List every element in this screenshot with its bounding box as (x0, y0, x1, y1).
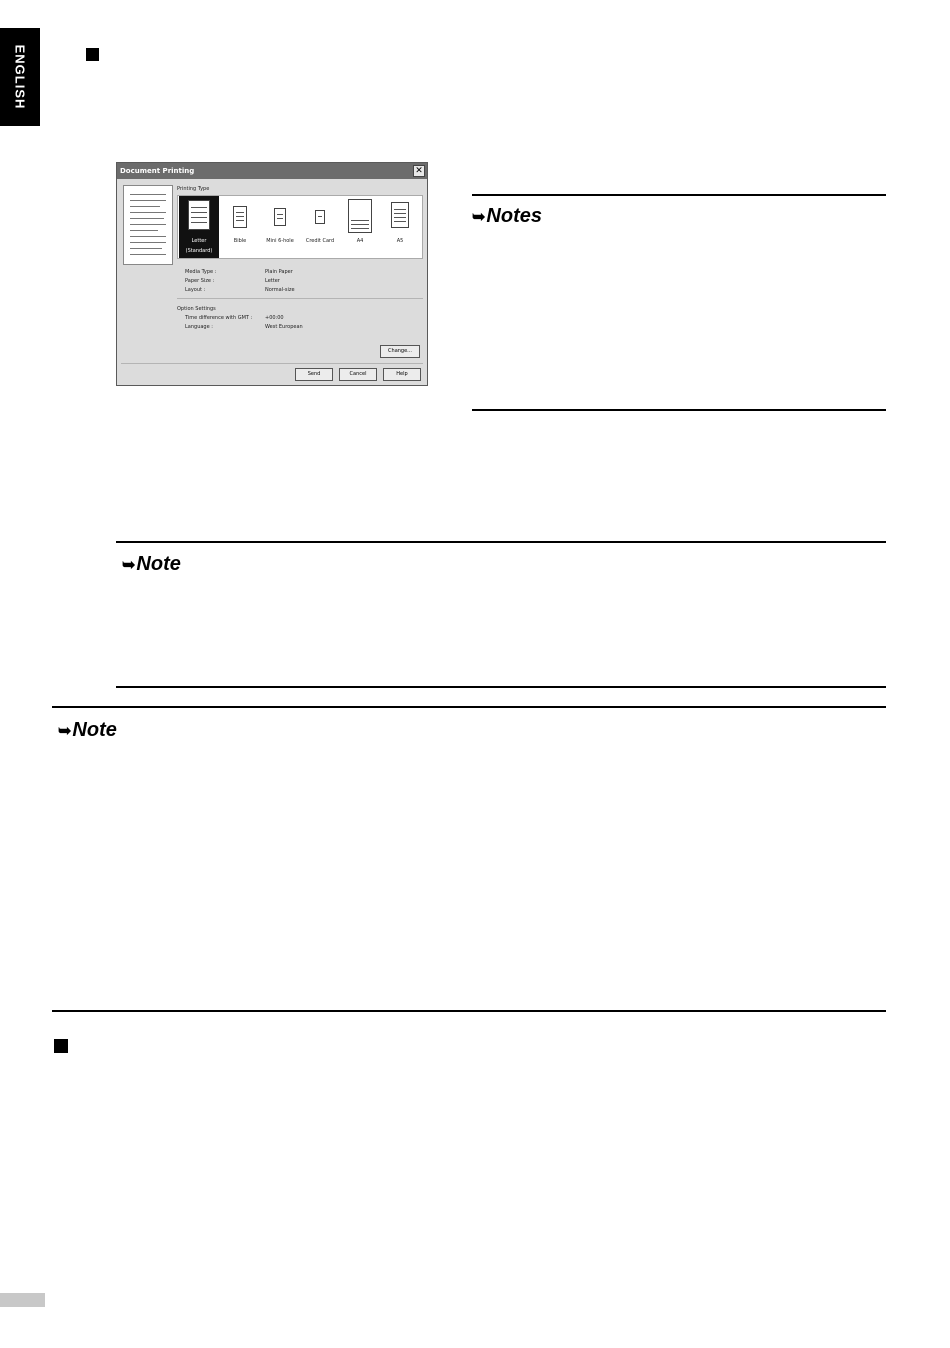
paper-size-label: Paper Size : (185, 278, 215, 284)
language-value: West European (265, 324, 303, 330)
page-preview (123, 185, 173, 265)
arrow-icon: ➥ (472, 209, 486, 226)
note-top-rule (52, 706, 886, 708)
option-settings-label: Option Settings (177, 306, 216, 312)
arrow-icon: ➥ (122, 557, 136, 574)
printing-type-label: Printing Type (177, 186, 210, 192)
paper-size-value: Letter (265, 278, 280, 284)
media-type-label: Media Type : (185, 269, 217, 275)
help-button[interactable]: Help (383, 368, 421, 381)
close-icon[interactable]: ✕ (413, 165, 425, 177)
document-icon (315, 210, 325, 224)
note-bottom-rule (52, 1010, 886, 1012)
printing-type-credit-card[interactable]: Credit Card (300, 196, 340, 258)
notes-heading: ➥Notes (472, 205, 542, 227)
language-tab (0, 28, 40, 126)
document-icon (188, 200, 210, 230)
change-button[interactable]: Change... (380, 345, 420, 358)
note-heading: ➥Note (58, 719, 117, 741)
printing-type-a4[interactable]: A4 (340, 196, 380, 258)
send-button[interactable]: Send (295, 368, 333, 381)
page-number-tab (0, 1293, 45, 1307)
document-icon (274, 208, 286, 226)
time-diff-value: +00:00 (265, 315, 284, 321)
note-bottom-rule (116, 686, 886, 688)
printing-type-list (177, 195, 423, 259)
notes-bottom-rule (472, 409, 886, 411)
layout-value: Normal-size (265, 287, 295, 293)
note-top-rule (116, 541, 886, 543)
divider (177, 298, 423, 299)
printing-type-letter[interactable]: Letter (Standard) (179, 196, 219, 258)
time-diff-label: Time difference with GMT : (185, 315, 253, 321)
cancel-button[interactable]: Cancel (339, 368, 377, 381)
section-bullet (86, 48, 99, 61)
printing-type-bible[interactable]: Bible (220, 196, 260, 258)
note-heading: ➥Note (122, 553, 181, 575)
dialog-title-bar (117, 163, 427, 179)
dialog-title: Document Printing (120, 167, 195, 175)
document-icon (348, 199, 372, 233)
language-tab-label: ENGLISH (12, 44, 28, 110)
arrow-icon: ➥ (58, 723, 72, 740)
printing-type-a5[interactable]: A5 (380, 196, 420, 258)
section-bullet (54, 1039, 68, 1053)
printing-type-mini-6-hole[interactable]: Mini 6-hole (260, 196, 300, 258)
notes-top-rule (472, 194, 886, 196)
divider (121, 363, 423, 364)
document-icon (233, 206, 247, 228)
document-printing-dialog (116, 162, 428, 386)
language-label: Language : (185, 324, 213, 330)
media-type-value: Plain Paper (265, 269, 293, 275)
document-icon (391, 202, 409, 228)
layout-label: Layout : (185, 287, 206, 293)
